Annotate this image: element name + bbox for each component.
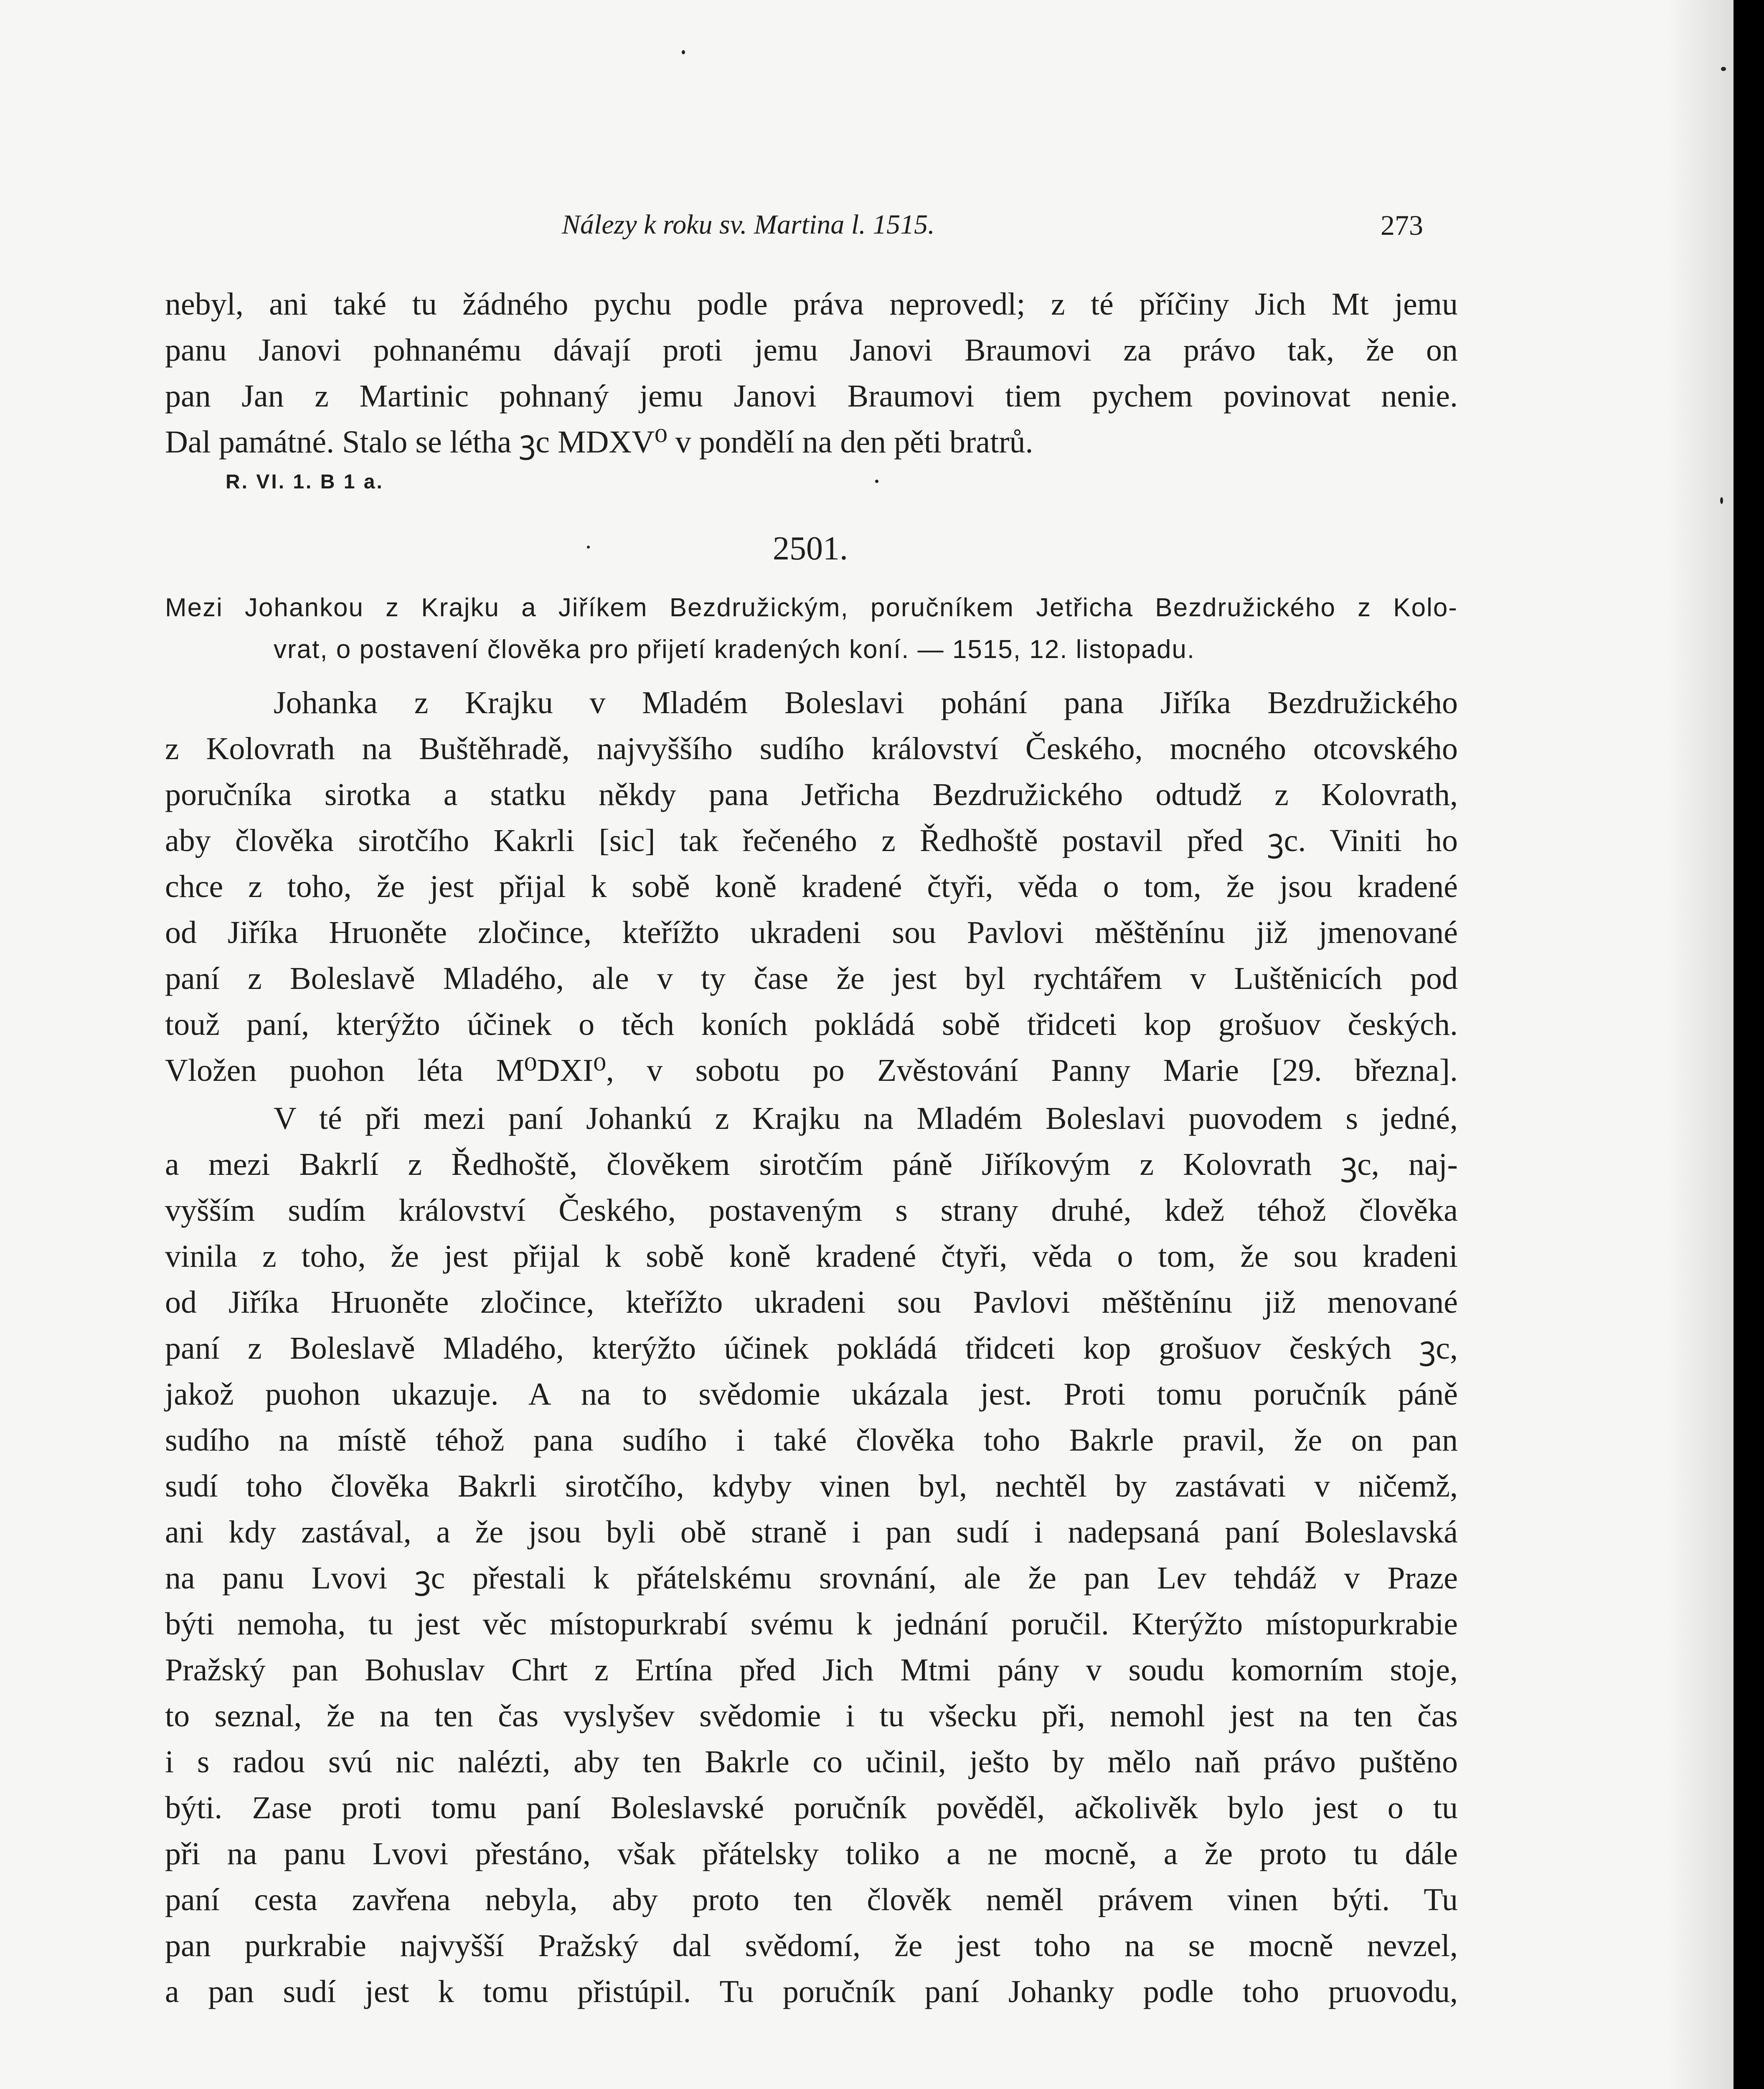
scan-speck [1721, 67, 1726, 71]
scan-speck [1720, 497, 1723, 504]
source-reference: R. VI. 1. B 1 a. [226, 471, 384, 493]
paragraph-2-line: sudí toho člověka Bakrli sirotčího, kdyby vinen byl, nechtěl by zastávati v ničemž, [165, 1469, 1458, 1504]
paragraph-2-line: býti nemoha, tu jest věc místopurkrabí svému k jednání poručil. Kterýžto místopurkrabie [165, 1606, 1458, 1642]
paragraph-1-line: poručníka sirotka a statku někdy pana Jetřicha Bezdružického odtudž z Kolovrath, [165, 777, 1458, 812]
paragraph-1-line: paní z Boleslavě Mladého, ale v ty čase že jest byl rychtářem v Luštěnicích pod [165, 961, 1458, 996]
continuation-line: Dal památné. Stalo se létha ꝫc MDXV⁰ v pondělí na den pěti bratrů. [165, 424, 1033, 460]
page-edge-shadow [1667, 0, 1734, 2089]
paragraph-1-line: aby člověka sirotčího Kakrli [sic] tak řečeného z Ředhoště postavil před ꝫc. Viniti ho [165, 823, 1458, 858]
scan-speck [587, 546, 590, 549]
paragraph-1-line: chce z toho, že jest přijal k sobě koně kradené čtyři, věda o tom, že jsou kradené [165, 869, 1458, 904]
page-number: 273 [1381, 209, 1423, 241]
paragraph-2-line: a pan sudí jest k tomu přistúpil. Tu poručník paní Johanky podle toho pruovodu, [165, 1974, 1458, 2009]
paragraph-2-line: ani kdy zastával, a že jsou byli obě straně i pan sudí i nadepsaná paní Boleslavská [165, 1515, 1458, 1550]
paragraph-1-line: touž paní, kterýžto účinek o těch koních pokládá sobě třidceti kop grošuov českých. [165, 1007, 1458, 1042]
regest-line: vrat, o postavení člověka pro přijetí kradených koní. — 1515, 12. listopadu. [274, 635, 1195, 664]
paragraph-2-line: to seznal, že na ten čas vyslyšev svědomie i tu všecku při, nemohl jest na ten čas [165, 1698, 1458, 1733]
paragraph-2-line: sudího na místě téhož pana sudího i také člověka toho Bakrle pravil, že on pan [165, 1423, 1458, 1458]
scan-speck [875, 480, 878, 483]
paragraph-2-line: pan purkrabie najvyšší Pražský dal svědomí, že jest toho na se mocně nevzel, [165, 1928, 1458, 1963]
paragraph-1-line: z Kolovrath na Buštěhradě, najvyššího sudího království Českého, mocného otcovského [165, 731, 1458, 766]
paragraph-1-line: od Jiříka Hruoněte zločince, kteřížto ukradeni sou Pavlovi měštěnínu již jmenované [165, 915, 1458, 950]
paragraph-2-line: paní z Boleslavě Mladého, kterýžto účinek pokládá třidceti kop grošuov českých ꝫc, [165, 1331, 1458, 1366]
paragraph-2-line: od Jiříka Hruoněte zločince, kteřížto ukradeni sou Pavlovi měštěnínu již menované [165, 1285, 1458, 1320]
paragraph-2-line: na panu Lvovi ꝫc přestali k přátelskému srovnání, ale že pan Lev tehdáž v Praze [165, 1560, 1458, 1596]
regest-line: Mezi Johankou z Krajku a Jiříkem Bezdružickým, poručníkem Jetřicha Bezdružického z Kolo- [165, 593, 1458, 622]
paragraph-2-line: jakož puohon ukazuje. A na to svědomie ukázala jest. Proti tomu poručník páně [165, 1377, 1458, 1412]
paragraph-2-line: V té při mezi paní Johankú z Krajku na Mladém Boleslavi puovodem s jedné, [274, 1101, 1458, 1136]
paragraph-2-line: paní cesta zavřena nebyla, aby proto ten člověk neměl právem vinen býti. Tu [165, 1882, 1458, 1917]
continuation-line: pan Jan z Martinic pohnaný jemu Janovi Braumovi tiem pychem povinovat nenie. [165, 379, 1458, 414]
paragraph-2-line: vyšším sudím království Českého, postaveným s strany druhé, kdež téhož člověka [165, 1193, 1458, 1228]
paragraph-2-line: vinila z toho, že jest přijal k sobě koně kradené čtyři, věda o tom, že sou kradeni [165, 1239, 1458, 1274]
scan-speck [682, 50, 685, 54]
running-title: Nálezy k roku sv. Martina l. 1515. [562, 209, 935, 240]
paragraph-2-line: a mezi Bakrlí z Ředhoště, člověkem sirotčím páně Jiříkovým z Kolovrath ꝫc, naj- [165, 1147, 1458, 1182]
paragraph-2-line: i s radou svú nic nalézti, aby ten Bakrle co učinil, ješto by mělo naň právo puštěno [165, 1744, 1458, 1779]
continuation-line: nebyl, ani také tu žádného pychu podle práva neprovedl; z té příčiny Jich Mt jemu [165, 287, 1458, 322]
document-number: 2501. [773, 530, 848, 567]
paragraph-1-line: Vložen puohon léta M⁰DXI⁰, v sobotu po Zvěstování Panny Marie [29. března]. [165, 1053, 1458, 1088]
paragraph-2-line: Pražský pan Bohuslav Chrt z Ertína před Jich Mtmi pány v soudu komorním stoje, [165, 1652, 1458, 1687]
paragraph-2-line: býti. Zase proti tomu paní Boleslavské poručník pověděl, ačkolivěk bylo jest o tu [165, 1790, 1458, 1825]
paragraph-1-line: Johanka z Krajku v Mladém Boleslavi pohání pana Jiříka Bezdružického [274, 685, 1458, 720]
paragraph-2-line: při na panu Lvovi přestáno, však přátelsky toliko a ne mocně, a že proto tu dále [165, 1836, 1458, 1871]
continuation-line: panu Janovi pohnanému dávají proti jemu Janovi Braumovi za právo tak, že on [165, 333, 1458, 368]
